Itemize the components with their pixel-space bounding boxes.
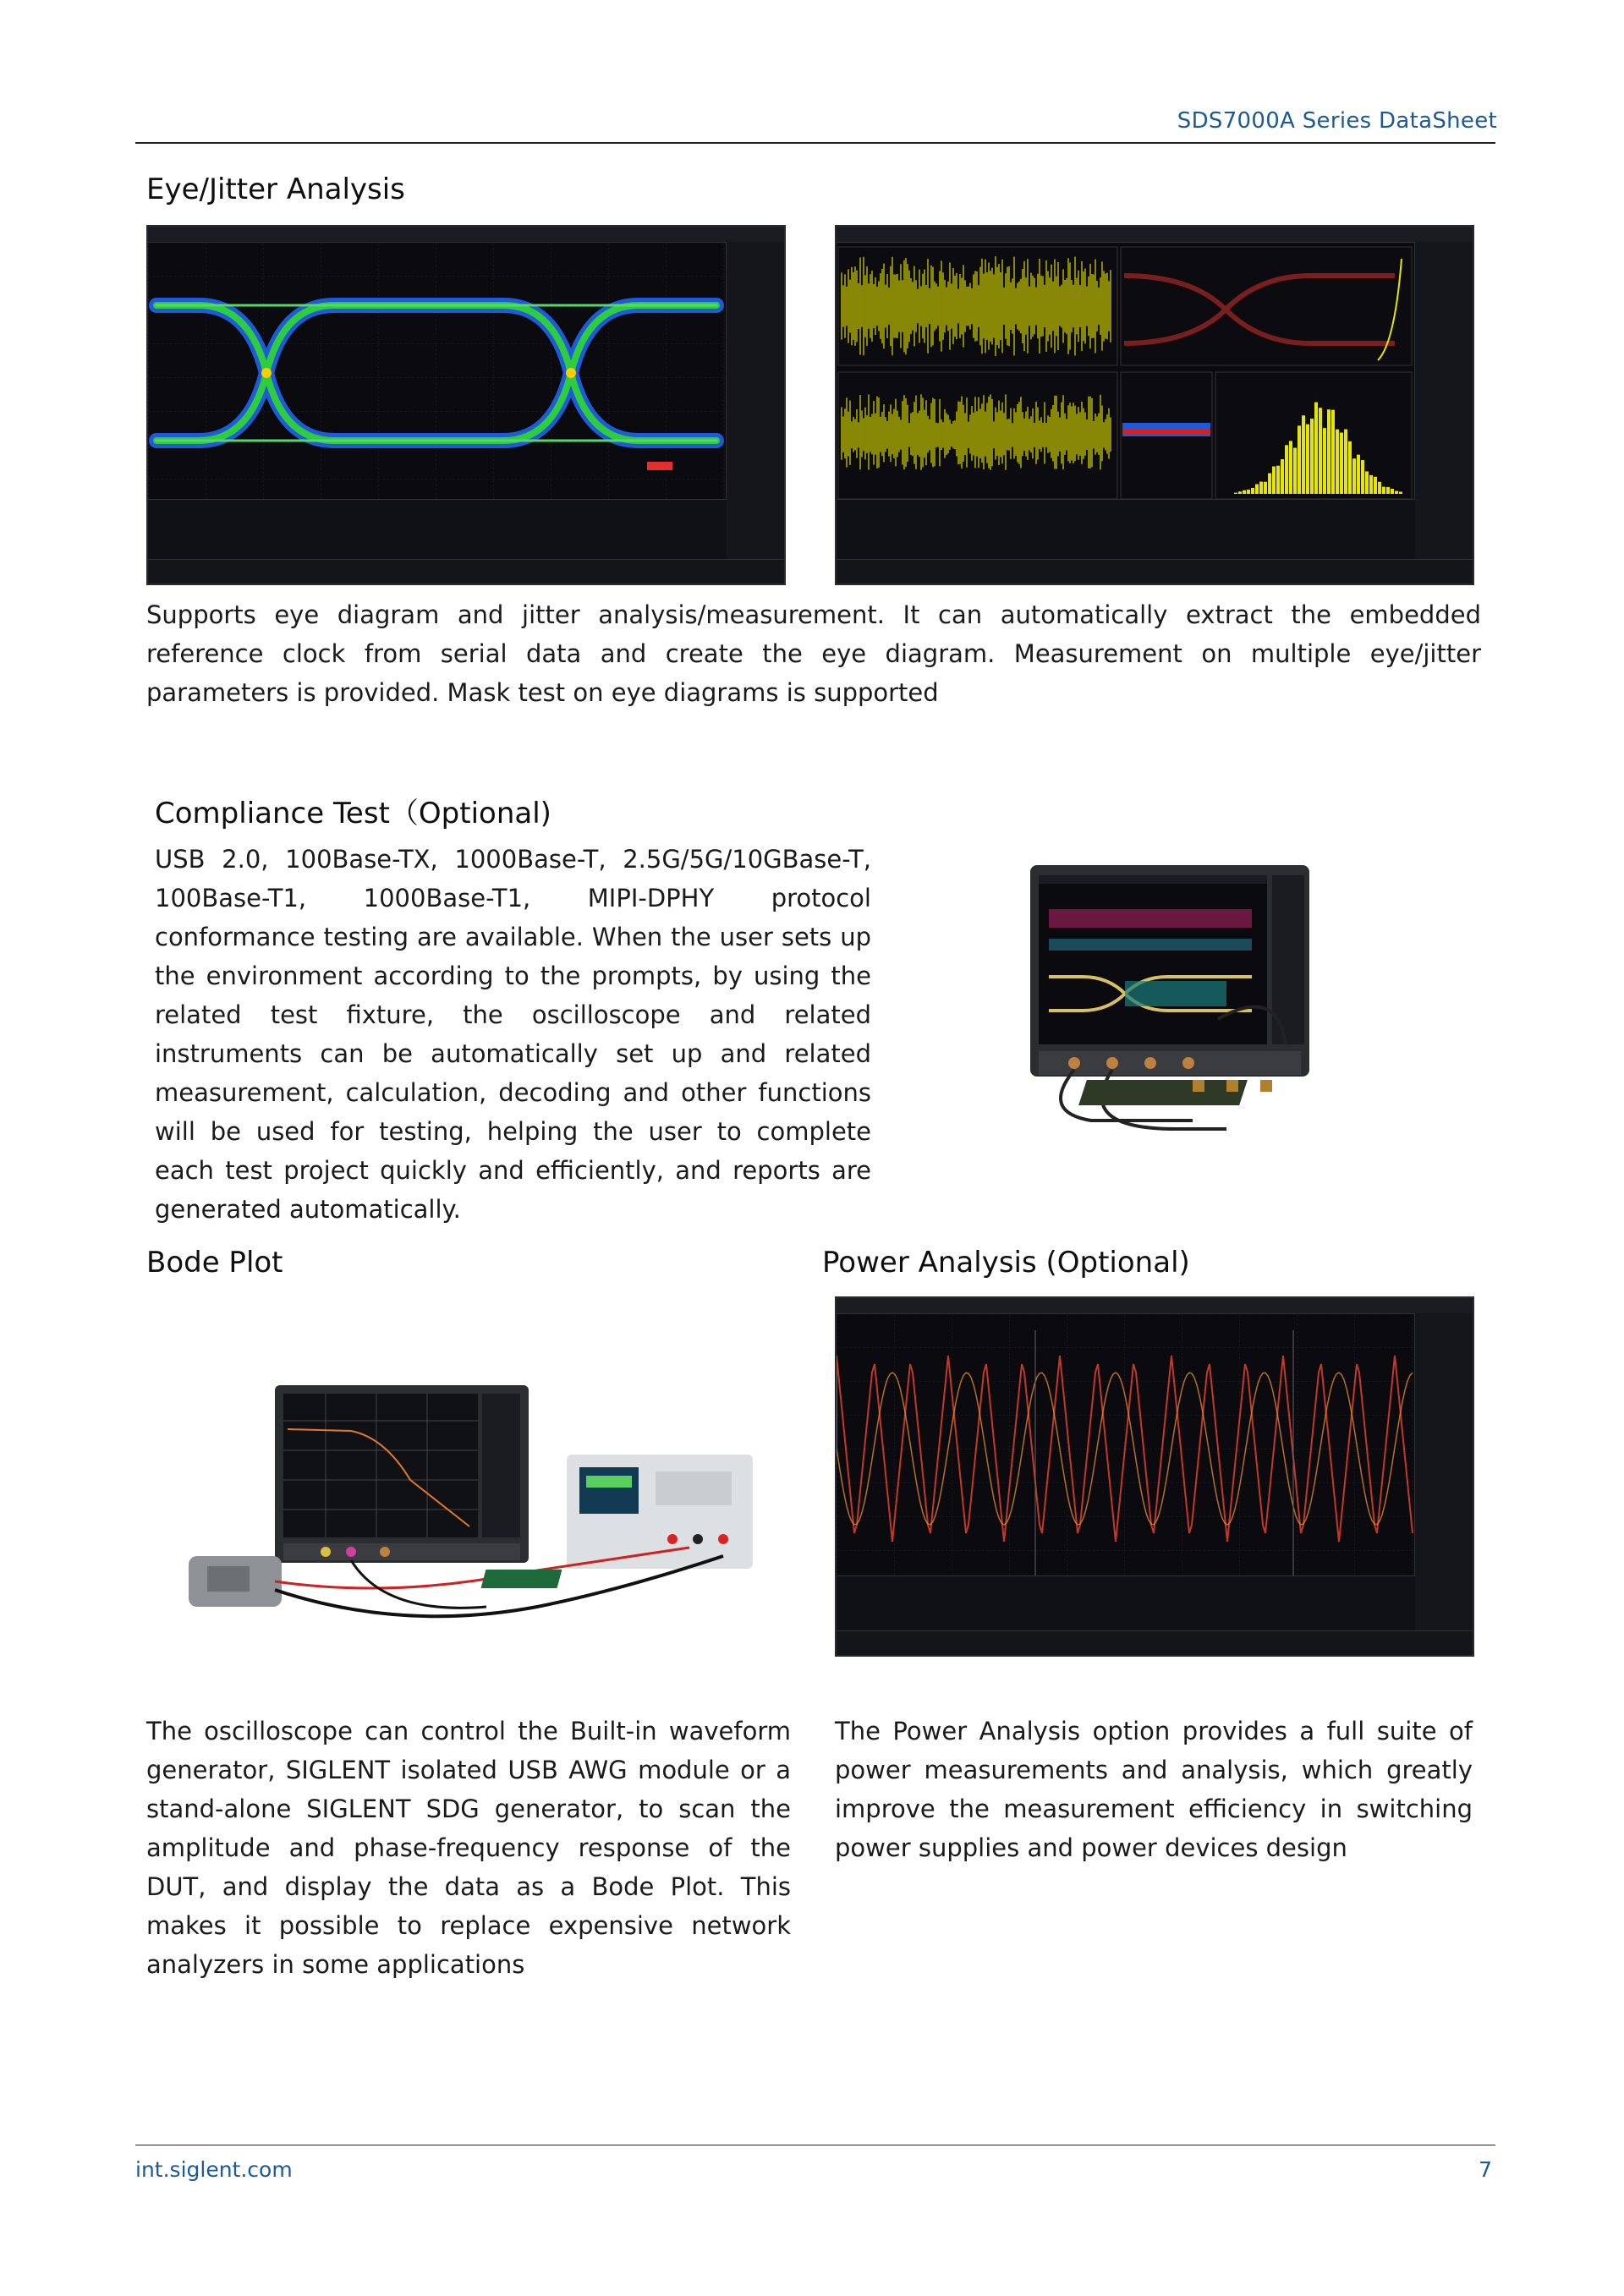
jitter-analysis-plot (837, 242, 1413, 512)
header-divider (135, 142, 1495, 144)
datasheet-title: SDS7000A Series DataSheet (1177, 108, 1497, 134)
power-analysis-description: The Power Analysis option provides a full suite of power measurements and analysis, which greatly improve the measurement efficiency in switching power supplies and power devices design (835, 1717, 1473, 1862)
power-analysis-heading: Power Analysis (Optional) (822, 1246, 1190, 1280)
bode-plot-description: The oscilloscope can control the Built-in waveform generator, SIGLENT isolated USB AWG module or a stand-alone SIGLENT SDG generator, to scan the amplitude and phase-frequency response of the DUT, and display the data as a Bode Plot. This makes it possible to replace expensive network analyzers in some applications (146, 1717, 791, 1979)
power-analysis-plot (837, 1313, 1413, 1575)
eye-diagram-plot (148, 242, 725, 512)
power-analysis-screenshot (835, 1296, 1474, 1657)
eye-jitter-heading: Eye/Jitter Analysis (146, 173, 405, 206)
eye-jitter-description: Supports eye diagram and jitter analysis/measurement. It can automatically extract the embedded reference clock from serial data and create the eye diagram. Measurement on multiple eye/jitter parameters is provided. Mask test on eye diagrams is supported (146, 600, 1481, 707)
page-number: 7 (1479, 2157, 1492, 2182)
compliance-description: USB 2.0, 100Base-TX, 1000Base-T, 2.5G/5G/10GBase-T, 100Base-T1, 1000Base-T1, MIPI-DPHY protocol conformance testing are available. When the user sets up the environment according to the prompts, by using the related test fixture, the oscilloscope and related instruments can be automatically set up and related measurement, calculation, decoding and other functions will be used for testing, helping the user to complete each test project quickly and efficiently, and reports are generated automatically. (155, 845, 871, 1224)
eye-diagram-screenshot (146, 225, 786, 585)
compliance-test-setup-photo (1023, 858, 1336, 1137)
compliance-heading: Compliance Test（Optional) (155, 797, 551, 830)
bode-plot-setup-photo (182, 1378, 765, 1632)
footer-website[interactable]: int.siglent.com (135, 2157, 293, 2182)
bode-plot-heading: Bode Plot (146, 1246, 283, 1280)
jitter-analysis-screenshot (835, 225, 1474, 585)
